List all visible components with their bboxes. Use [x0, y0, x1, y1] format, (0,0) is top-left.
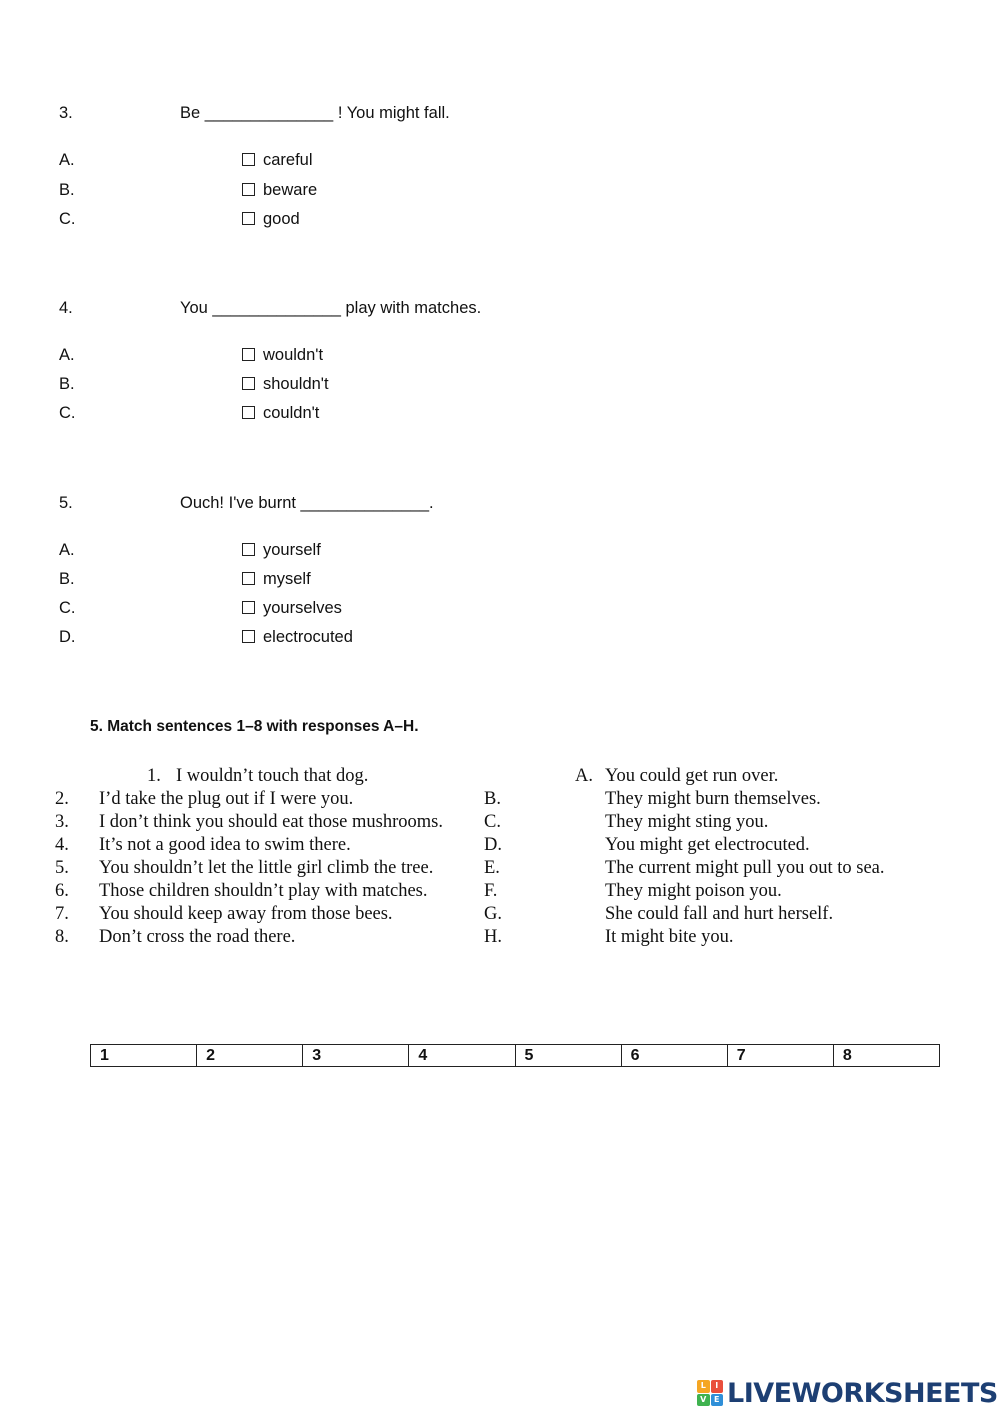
sentence-text: Don’t cross the road there. — [99, 927, 296, 947]
sentence-number: 5. — [55, 858, 69, 878]
option[interactable] — [242, 211, 300, 228]
option-text: myself — [263, 570, 311, 588]
option[interactable] — [242, 405, 319, 422]
option-text: couldn't — [263, 404, 320, 422]
answer-cell[interactable]: 8 — [833, 1045, 939, 1067]
option-letter: C. — [59, 404, 76, 422]
response-text: You might get electrocuted. — [605, 835, 810, 855]
question-stem: Ouch! I've burnt ______________. — [180, 494, 434, 512]
option[interactable] — [242, 629, 353, 646]
sentence-number: 1. — [147, 766, 161, 786]
checkbox-icon[interactable] — [242, 543, 255, 556]
sentence-text: Those children shouldn’t play with matches. — [99, 881, 428, 901]
sentence-text: It’s not a good idea to swim there. — [99, 835, 351, 855]
response-letter: B. — [484, 789, 501, 809]
option-text: yourselves — [263, 599, 342, 617]
question-number: 5. — [59, 494, 73, 512]
response-letter: F. — [484, 881, 498, 901]
option[interactable] — [242, 600, 342, 617]
logo-mark-letter: V — [697, 1394, 710, 1407]
answer-cell[interactable]: 6 — [621, 1045, 727, 1067]
logo-mark-letter: E — [711, 1394, 724, 1407]
response-letter: D. — [484, 835, 502, 855]
section-heading: 5. Match sentences 1–8 with responses A–H. — [90, 718, 419, 735]
response-letter: E. — [484, 858, 500, 878]
option-letter: A. — [59, 541, 75, 559]
checkbox-icon[interactable] — [242, 406, 255, 419]
answer-cell[interactable]: 4 — [409, 1045, 515, 1067]
option-text: electrocuted — [263, 628, 353, 646]
option[interactable] — [242, 347, 323, 364]
option-letter: D. — [59, 628, 76, 646]
sentence-text: I’d take the plug out if I were you. — [99, 789, 354, 809]
option-letter: C. — [59, 210, 76, 228]
response-letter: H. — [484, 927, 502, 947]
logo-mark-letter: L — [697, 1380, 710, 1393]
answer-cell[interactable]: 2 — [197, 1045, 303, 1067]
logo-mark-letter: I — [711, 1380, 724, 1393]
option-text: yourself — [263, 541, 321, 559]
sentence-number: 4. — [55, 835, 69, 855]
option-letter: A. — [59, 346, 75, 364]
logo-mark-icon — [697, 1380, 723, 1406]
question-number: 4. — [59, 299, 73, 317]
option[interactable] — [242, 152, 313, 169]
checkbox-icon[interactable] — [242, 630, 255, 643]
checkbox-icon[interactable] — [242, 212, 255, 225]
checkbox-icon[interactable] — [242, 601, 255, 614]
sentence-number: 6. — [55, 881, 69, 901]
sentence-text: You should keep away from those bees. — [99, 904, 393, 924]
option-text: shouldn't — [263, 375, 329, 393]
liveworksheets-logo — [697, 1378, 998, 1408]
response-text: They might poison you. — [605, 881, 782, 901]
answer-cell[interactable]: 3 — [303, 1045, 409, 1067]
option-text: wouldn't — [263, 346, 324, 364]
response-letter: A. — [575, 766, 593, 786]
option-letter: B. — [59, 181, 75, 199]
checkbox-icon[interactable] — [242, 153, 255, 166]
answer-cell[interactable]: 5 — [515, 1045, 621, 1067]
answer-cell[interactable]: 7 — [727, 1045, 833, 1067]
option-text: careful — [263, 151, 313, 169]
option[interactable] — [242, 542, 321, 559]
question-stem: Be ______________ ! You might fall. — [180, 104, 450, 122]
checkbox-icon[interactable] — [242, 572, 255, 585]
option[interactable] — [242, 182, 317, 199]
checkbox-icon[interactable] — [242, 377, 255, 390]
sentence-number: 3. — [55, 812, 69, 832]
sentence-text: You shouldn’t let the little girl climb the tree. — [99, 858, 434, 878]
sentence-number: 7. — [55, 904, 69, 924]
response-text: They might burn themselves. — [605, 789, 821, 809]
option-text: beware — [263, 181, 318, 199]
option-letter: B. — [59, 375, 75, 393]
response-letter: G. — [484, 904, 502, 924]
sentence-text: I don’t think you should eat those mushrooms. — [99, 812, 443, 832]
response-text: It might bite you. — [605, 927, 734, 947]
option-text: good — [263, 210, 300, 228]
sentence-number: 8. — [55, 927, 69, 947]
option[interactable] — [242, 376, 329, 393]
sentence-number: 2. — [55, 789, 69, 809]
option-letter: B. — [59, 570, 75, 588]
question-stem: You ______________ play with matches. — [180, 299, 482, 317]
option[interactable] — [242, 571, 311, 588]
answer-grid — [90, 1044, 940, 1067]
answer-cell[interactable]: 1 — [91, 1045, 197, 1067]
checkbox-icon[interactable] — [242, 348, 255, 361]
response-text: The current might pull you out to sea. — [605, 858, 885, 878]
option-letter: C. — [59, 599, 76, 617]
response-text: You could get run over. — [605, 766, 779, 786]
option-letter: A. — [59, 151, 75, 169]
response-letter: C. — [484, 812, 501, 832]
sentence-text: I wouldn’t touch that dog. — [176, 766, 369, 786]
checkbox-icon[interactable] — [242, 183, 255, 196]
question-number: 3. — [59, 104, 73, 122]
response-text: She could fall and hurt herself. — [605, 904, 834, 924]
response-text: They might sting you. — [605, 812, 769, 832]
logo-text: LIVEWORKSHEETS — [727, 1377, 998, 1409]
